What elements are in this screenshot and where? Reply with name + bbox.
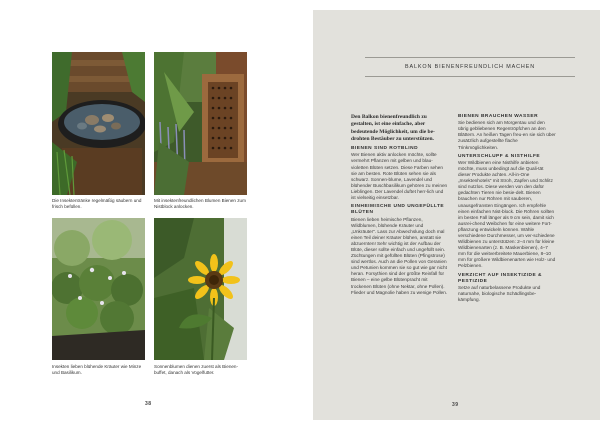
page-heading: BALKON BIENENFREUNDLICH MACHEN	[404, 64, 536, 70]
section-text: Wer Wildbienen eine Nisthilfe anbieten möchte, muss unbedingt auf die Quali-tät dieser Produkte achten. All-in-One „Insektenhotels" mit Stroh, Zapfen und Schlitz sind nutzlos. Diese werden von den dafür gedachten Tieren nie besie-delt. Bienen brauchen nur Röhren mit sauberen, unausgefransten Eingängen. Ich empfehle einen einfachen Nist-block. Die Röhren sollten im besten Fall länger als 9 cm sein, damit sich ausrei-chend Weibchen für eine weitere Fort-pflanzung entwickeln können. Wähle verschiedene Durchmesser, um ver-schiedene Wildbienen zu unterstützen: 2–4 mm für kleine Wildbienenarten (z. B. Maskenbienen), 4–7 mm für die weitverbreitete Mauerbiene, 8–10 mm für größere Wildbienenarten wie Holz- und Pelzbienen.	[458, 159, 556, 269]
section-title: BIENEN SIND ROTBLIND	[351, 146, 419, 152]
section-text: Setze auf naturbelassene Produkte und naturnahe, biologische Schädlingsbe-kämpfung.	[458, 284, 541, 303]
heading-rule-bottom	[365, 76, 575, 77]
page-number-right: 39	[452, 402, 459, 408]
right-page	[313, 10, 600, 420]
section-text: Wer Bienen aktiv anlocken möchte, sollte vermehrt Pflanzen mit gelben und blau-violetten Blüten setzen. Diese Farben sehen sie am besten. Rote Blüten sehen sie als schwarz. Sonnen-blume, Lavendel und blühender Buschbasilikum gehören zu meinen Lieblingen. Der Lavendel duftet herr-lich und ist vielseitig einsetzbar.	[351, 152, 448, 201]
text-column-right	[458, 114, 556, 304]
section-text: Sie bedienen sich am Morgentau und den übrig gebliebenen Regentröpfchen an den Blättern. An heißen Tagen freu-en sie sich über zusätzlich aufgestellte flache Trinkmöglichkeiten.	[458, 120, 556, 150]
photo-sunflower	[154, 218, 247, 360]
caption-sunflower: Sonnenblumen dienen zuerst als Bienen-buffet, danach als Vogelfutter.	[154, 364, 239, 375]
photo-nest-block	[154, 52, 247, 195]
section-title: UNTERSCHLUPF & NISTHILFE	[458, 153, 541, 159]
caption-flowering-herbs: Insekten lieben blühende Kräuter wie Minze und Basilikum.	[52, 364, 142, 375]
intro-text: Den Balkon bienenfreundlich zu gestalten, ist eine einfache, aber bedeutende Möglichkeit, um die be-drohten Bestäuber zu unterstützen.	[351, 114, 435, 142]
section-title: VERZICHT AUF INSEKTIZIDE & PESTIZIDE	[458, 272, 542, 284]
section-text: Bienen lieben heimische Pflanzen, Wildblumen, blühende Kräuter und „Unkräuter". Lass zur Abwechslung doch mal einen Teil deiner Kräuter blühen, anstatt sie abzuernten! Sehr wichtig ist der Aufbau der Blüte, dieser sollte einfach und ungefüllt sein. Züchtungen mit gefüllten Blüten (Pfingstrose) sind wertlos. Auch an die Pollen von Geranien und Petunien kommen sie so gut wie gar nicht heran. Forsythien sind der größte Reinfall für Bienen – eine gelbe Blütenpracht mit trockenen Blüten (ohne Nektar, ohne Pollen). Flieder und Magnolie haben zu wenige Pollen.	[351, 216, 448, 295]
photo-flowering-herbs	[52, 218, 145, 360]
page-number-left: 38	[145, 401, 152, 407]
section-title: EINHEIMISCHE UND UNGEFÜLLTE BLÜTEN	[351, 204, 445, 216]
text-column-left	[351, 114, 449, 297]
caption-insect-water-bowl: Die Insektentränke regelmäßig säubern und frisch befüllen.	[52, 198, 142, 209]
caption-nest-block: Mit insektenfreundlichen Blumen Bienen zum Nistblock anlocken.	[154, 198, 246, 209]
photo-insect-water-bowl	[52, 52, 145, 195]
heading-rule-top	[365, 57, 575, 58]
section-title: BIENEN BRAUCHEN WASSER	[458, 114, 539, 119]
